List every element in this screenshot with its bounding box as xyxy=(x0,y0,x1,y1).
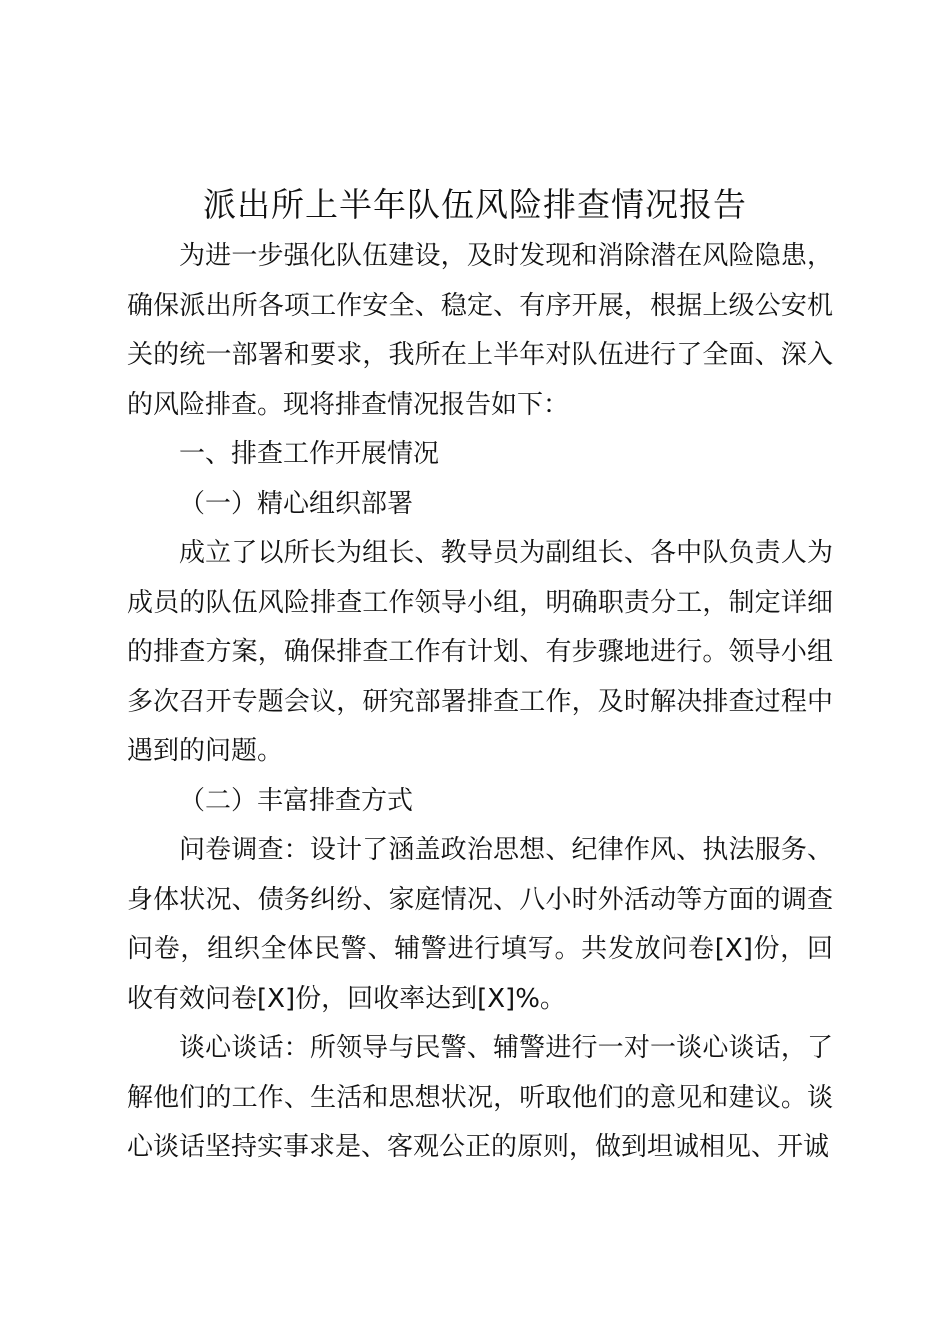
document-body xyxy=(127,232,833,1173)
section-1-heading: 一、排查工作开展情况 xyxy=(179,439,440,469)
talk-paragraph: 谈心谈话：所领导与民警、辅警进行一对一谈心谈话，了解他们的工作、生活和思想状况，听取他们的意见和建议。谈心谈话坚持实事求是、客观公正的原则，做到坦诚相见、开诚 xyxy=(127,1033,833,1162)
subsection-1-paragraph: 成立了以所长为组长、教导员为副组长、各中队负责人为成员的队伍风险排查工作领导小组，明确职责分工，制定详细的排查方案，确保排查工作有计划、有步骤地进行。领导小组多次召开专题会议，研究部署排查工作，及时解决排查过程中遇到的问题。 xyxy=(127,538,833,766)
document-title: 派出所上半年队伍风险排查情况报告 xyxy=(203,185,747,224)
intro-paragraph: 为进一步强化队伍建设，及时发现和消除潜在风险隐患，确保派出所各项工作安全、稳定、有序开展，根据上级公安机关的统一部署和要求，我所在上半年对队伍进行了全面、深入的风险排查。现将排查情况报告如下： xyxy=(127,241,833,420)
subsection-2-heading: （二）丰富排查方式 xyxy=(179,785,414,816)
survey-paragraph: 问卷调查：设计了涵盖政治思想、纪律作风、执法服务、身体状况、债务纠纷、家庭情况、八小时外活动等方面的调查问卷，组织全体民警、辅警进行填写。共发放问卷[X]份，回收有效问卷[X]份，回收率达到[X]%。 xyxy=(127,835,833,1014)
subsection-1-heading: （一）精心组织部署 xyxy=(179,488,414,519)
